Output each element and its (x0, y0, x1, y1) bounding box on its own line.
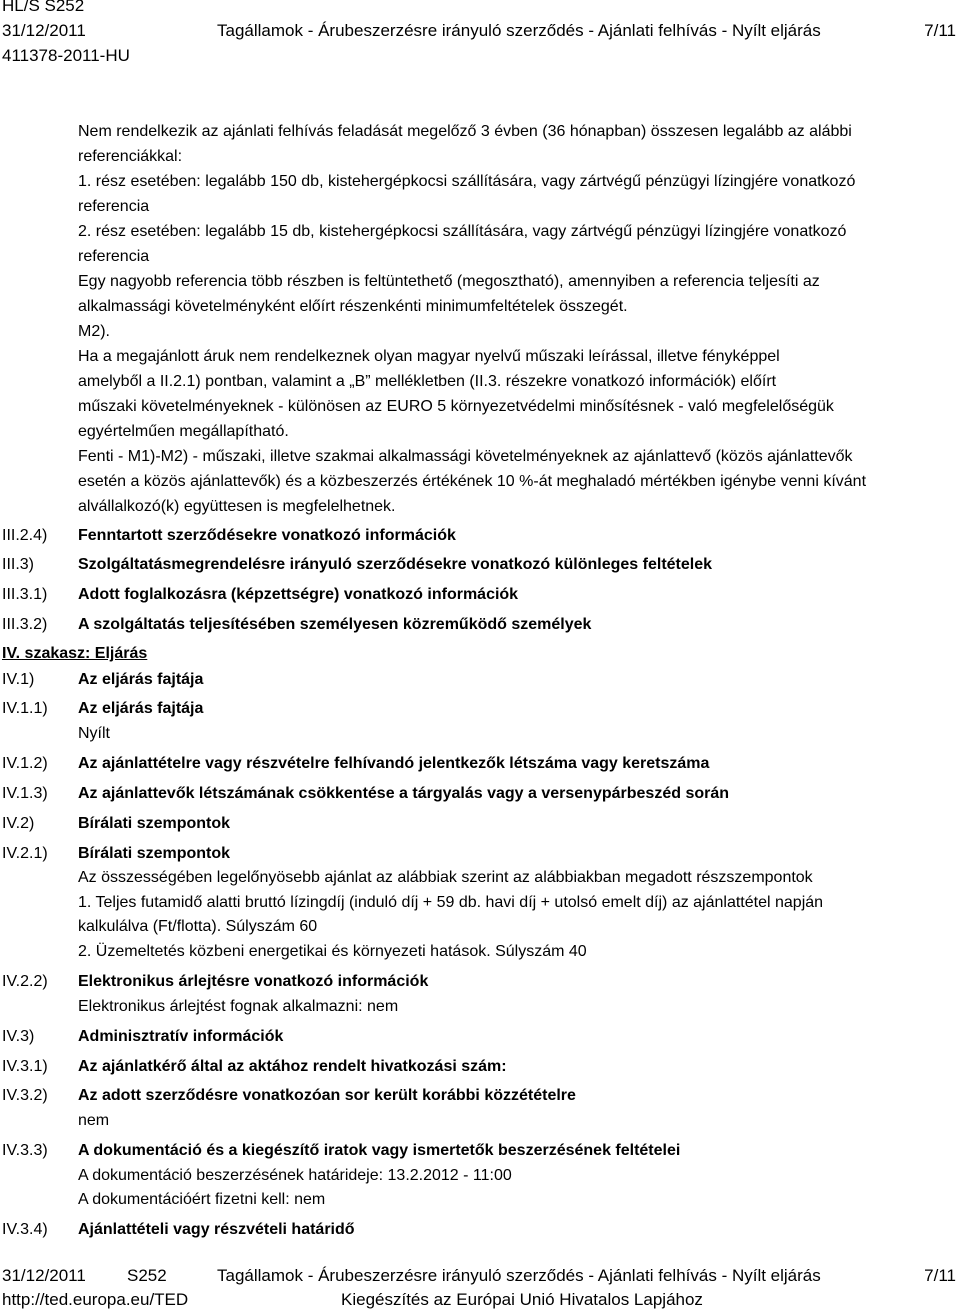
section-number: IV.1.1) (2, 700, 48, 717)
section-number: IV.2.2) (2, 973, 48, 990)
section-number: IV.3.4) (2, 1221, 48, 1238)
text-line: 1. Teljes futamidő alatti bruttó lízingdíj (induló díj + 59 db. havi díj + utolsó emelt díj) az ajánlattétel napján (78, 894, 824, 911)
text-line: referencia (78, 248, 150, 265)
section-number: IV.1.3) (2, 785, 48, 802)
section-heading: A szolgáltatás teljesítésében személyesen közreműködő személyek (78, 616, 592, 633)
section-number: IV.3.3) (2, 1142, 48, 1159)
text-line: esetén a közös ajánlattevők) és a közbeszerzés értékének 10 %-át meghaladó mértékben igénybe venni kívánt (78, 473, 867, 490)
header-page: 7/11 (924, 21, 956, 40)
section-heading: Szolgáltatásmegrendelésre irányuló szerződésekre vonatkozó különleges feltételek (78, 556, 713, 573)
section-heading: Elektronikus árlejtésre vonatkozó információk (78, 973, 429, 990)
section-heading: Az ajánlatkérő által az aktához rendelt hivatkozási szám: (78, 1058, 507, 1075)
section-heading: Az ajánlattételre vagy részvételre felhívandó jelentkezők létszáma vagy keretszáma (78, 755, 710, 772)
section-number: IV.3.1) (2, 1058, 48, 1075)
text-line: A dokumentációért fizetni kell: nem (78, 1191, 326, 1208)
section-value: Nyílt (78, 725, 110, 742)
section-heading: Bírálati szempontok (78, 815, 231, 832)
section-number: IV.2) (2, 815, 35, 832)
text-line: Nem rendelkezik az ajánlati felhívás feladását megelőző 3 évben (36 hónapban) összesen legalább az alábbi (78, 123, 852, 140)
text-line: Ha a megajánlott áruk nem rendelkeznek olyan magyar nyelvű műszaki leírással, illetve fényképpel (78, 348, 780, 365)
footer-url[interactable]: http://ted.europa.eu/TED (2, 1290, 189, 1309)
text-line: Fenti - M1)-M2) - műszaki, illetve szakmai alkalmassági követelményeknek az ajánlattevő (közös ajánlattevők (78, 448, 853, 465)
section-value: nem (78, 1112, 110, 1129)
section-heading: Az ajánlattevők létszámának csökkentése a tárgyalás vagy a versenypárbeszéd során (78, 785, 730, 802)
header-date: 31/12/2011 (2, 21, 86, 40)
text-line: 2. rész esetében: legalább 15 db, kistehergépkocsi szállítására, vagy zártvégű pénzügyi lízingjére vonatkozó (78, 223, 847, 240)
section-heading: Adott foglalkozásra (képzettségre) vonatkozó információk (78, 586, 519, 603)
section-number: IV.2.1) (2, 845, 48, 862)
text-line: alkalmassági követelményként előírt részenkénti minimumfeltételek összegét. (78, 298, 628, 315)
footer-issue: S252 (127, 1266, 167, 1285)
text-line: egyértelműen megállapítható. (78, 423, 289, 440)
section-number: IV.1) (2, 671, 35, 688)
section-number: IV.1.2) (2, 755, 48, 772)
header-doc-id: 411378-2011-HU (2, 46, 130, 65)
section-heading: Bírálati szempontok (78, 845, 231, 862)
section-heading: Fenntartott szerződésekre vonatkozó információk (78, 527, 456, 544)
section-number: III.3) (2, 556, 35, 573)
text-line: Az összességében legelőnyösebb ajánlat az alábbiak szerint az alábbiakban megadott részszempontok (78, 869, 813, 886)
footer-publisher: Kiegészítés az Európai Unió Hivatalos Lapjához (341, 1290, 703, 1309)
text-line: alvállalkozó(k) együttesen is megfelelhetnek. (78, 498, 396, 515)
text-line: kalkulálva (Ft/flotta). Súlyszám 60 (78, 918, 318, 935)
text-line: Egy nagyobb referencia több részben is feltüntethető (megosztható), amennyiben a referencia teljesíti az (78, 273, 820, 290)
section-heading: Az adott szerződésre vonatkozóan sor került korábbi közzétételre (78, 1087, 576, 1104)
text-line: 2. Üzemeltetés közbeni energetikai és környezeti hatások. Súlyszám 40 (78, 943, 587, 960)
section-heading: Az eljárás fajtája (78, 700, 204, 717)
header-title: Tagállamok - Árubeszerzésre irányuló szerződés - Ajánlati felhívás - Nyílt eljárás (217, 21, 821, 40)
text-line: M2). (78, 323, 110, 340)
section-number: III.3.1) (2, 586, 48, 603)
intro-text (78, 119, 958, 519)
section-number: IV.3) (2, 1028, 35, 1045)
part-title: IV. szakasz: Eljárás (2, 645, 148, 662)
footer-page: 7/11 (924, 1266, 956, 1285)
text-line: műszaki követelményeknek - különösen az EURO 5 környezetvédelmi minősítésnek - való megfelelőségük (78, 398, 834, 415)
section-number: III.2.4) (2, 527, 48, 544)
text-line: 1. rész esetében: legalább 150 db, kistehergépkocsi szállítására, vagy zártvégű pénzügyi lízingjére vonatkozó (78, 173, 856, 190)
section-heading: Adminisztratív információk (78, 1028, 284, 1045)
text-line: referenciákkal: (78, 148, 183, 165)
section-number: IV.3.2) (2, 1087, 48, 1104)
header-issue: HL/S S252 (2, 0, 85, 15)
footer-date: 31/12/2011 (2, 1266, 86, 1285)
section-heading: Az eljárás fajtája (78, 671, 204, 688)
footer-title: Tagállamok - Árubeszerzésre irányuló szerződés - Ajánlati felhívás - Nyílt eljárás (217, 1266, 821, 1285)
section-number: III.3.2) (2, 616, 48, 633)
text-line: A dokumentáció beszerzésének határideje: 13.2.2012 - 11:00 (78, 1167, 512, 1184)
text-line: referencia (78, 198, 150, 215)
section-heading: A dokumentáció és a kiegészítő iratok vagy ismertetők beszerzésének feltételei (78, 1142, 681, 1159)
section-value: Elektronikus árlejtést fognak alkalmazni: nem (78, 998, 399, 1015)
text-line: amelyből a II.2.1) pontban, valamint a „B” mellékletben (II.3. részekre vonatkozó információk) előírt (78, 373, 777, 390)
section-heading: Ajánlattételi vagy részvételi határidő (78, 1221, 355, 1238)
